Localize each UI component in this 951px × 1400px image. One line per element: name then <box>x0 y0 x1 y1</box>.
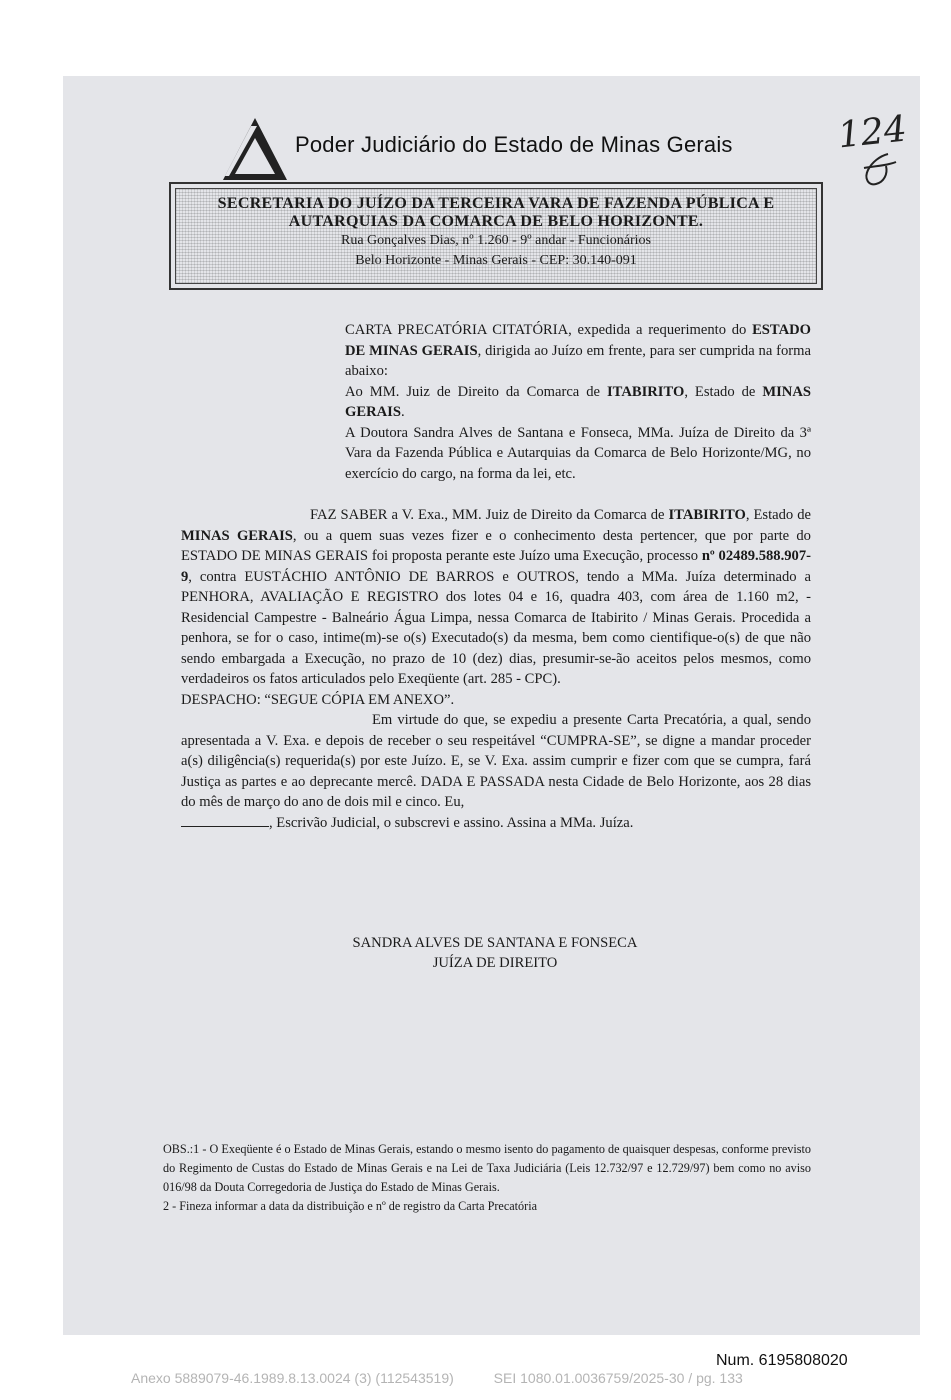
obs-note-2: 2 - Fineza informar a data da distribuição e nº de registro da Carta Precatória <box>163 1199 537 1213</box>
secretaria-header-box <box>169 182 823 290</box>
despacho-line: DESPACHO: “SEGUE CÓPIA EM ANEXO”. <box>181 691 455 708</box>
secretaria-address-line1: Rua Gonçalves Dias, nº 1.260 - 9º andar - Funcionários <box>340 233 651 248</box>
signature-blank-line <box>181 814 269 827</box>
body-section <box>181 505 811 833</box>
court-name: Poder Judiciário do Estado de Minas Gerais <box>295 132 733 157</box>
signature-block <box>300 933 690 973</box>
faz-saber-paragraph: FAZ SABER a V. Exa., MM. Juiz de Direito da Comarca de ITABIRITO, Estado de MINAS GERAIS, ou a quem suas vezes fizer e o conhecimento desta pertencer, que por parte do ESTADO DE MINAS GERAIS foi proposta perante este Juízo uma Execução, processo nº 02489.588.907-9, contra EUSTÁCHIO ANTÔNIO DE BARROS e OUTROS, tendo a MMa. Juíza determinado a PENHORA, AVALIAÇÃO E REGISTRO dos lotes 04 e 16, quadra 403, com área de 1.160 m2, - Residencial Campestre - Balneário Água Limpa, nessa Comarca de Itabirito / Minas Gerais. Procedida a penhora, se for o caso, intime(m)-se o(s) Executado(s) da mesma, bem como cientifique-o(s) de que não sendo embargada a Execução, no prazo de 10 (dez) dias, presumir-se-ão aceitos pelos mesmos, como verdadeiros os fatos articulados pelo Exeqüente (art. 285 - CPC). <box>181 507 811 687</box>
intro-paragraph-2: Ao MM. Juiz de Direito da Comarca de ITABIRITO, Estado de MINAS GERAIS. <box>345 383 811 420</box>
intro-paragraph-3: A Doutora Sandra Alves de Santana e Fonseca, MMa. Juíza de Direito da 3ª Vara da Fazenda Pública e Autarquias da Comarca de Belo Horizonte/MG, no exercício do cargo, na forma da lei, etc. <box>345 424 811 482</box>
judge-name: SANDRA ALVES DE SANTANA E FONSECA <box>352 935 638 951</box>
sei-reference: SEI 1080.01.0036759/2025-30 / pg. 133 <box>493 1370 743 1386</box>
judge-role: JUÍZA DE DIREITO <box>432 955 558 971</box>
secretaria-address-line2: Belo Horizonte - Minas Gerais - CEP: 30.140-091 <box>355 253 637 268</box>
secretaria-title-line1: SECRETARIA DO JUÍZO DA TERCEIRA VARA DE FAZENDA PÚBLICA E <box>217 195 775 212</box>
observations <box>163 1140 811 1216</box>
anexo-reference: Anexo 5889079-46.1989.8.13.0024 (3) (112543519) <box>131 1370 454 1386</box>
intro-section <box>345 320 811 484</box>
handwritten-page-number: 124 <box>836 108 909 157</box>
closing-paragraph: Em virtude do que, se expediu a presente Carta Precatória, a qual, sendo apresentada a V. Exa. e depois de receber o seu respeitável “CUMPRA-SE”, se digne a mandar proceder a(s) diligência(s) requerida(s) por este Juízo. E, se V. Exa. assim cumprir e fizer com que se cumpra, fará Justiça as partes e ao deprecante mercê. DADA E PASSADA nesta Cidade de Belo Horizonte, aos 28 dias do mês de março do ano de dois mil e cinco. Eu, , Escrivão Judicial, o subscrevi e assino. Assina a MMa. Juíza. <box>181 712 811 831</box>
obs-note-1: OBS.:1 - O Exeqüente é o Estado de Minas Gerais, estando o mesmo isento do pagamento de quaisquer despesas, conforme previsto do Regimento de Custas do Estado de Minas Gerais e na Lei de Taxa Judiciária (Leis 12.732/97 e 12.729/97) bem como no aviso 016/98 da Douta Corregedoria de Justiça do Estado de Minas Gerais. <box>163 1142 811 1194</box>
document-number: Num. 6195808020 <box>716 1352 848 1369</box>
intro-paragraph-1: CARTA PRECATÓRIA CITATÓRIA, expedida a requerimento do ESTADO DE MINAS GERAIS, dirigida ao Juízo em frente, para ser cumprida na forma abaixo: <box>345 322 812 379</box>
handwritten-initial-mark <box>858 148 898 194</box>
secretaria-title-line2: AUTARQUIAS DA COMARCA DE BELO HORIZONTE. <box>288 213 704 230</box>
court-logo-icon <box>221 116 289 182</box>
sei-footer <box>131 1370 821 1386</box>
